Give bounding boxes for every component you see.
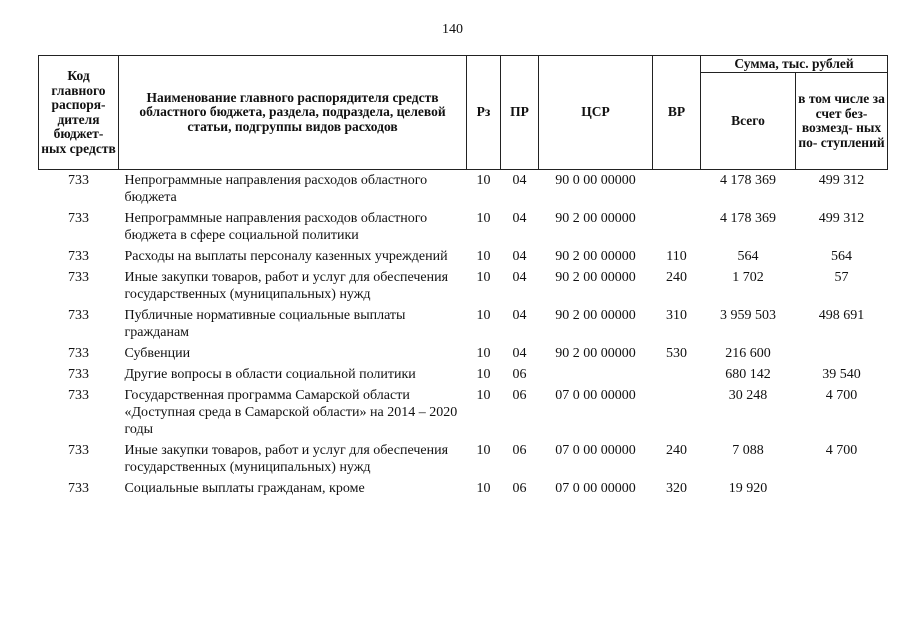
table-body — [39, 170, 888, 500]
cell-free — [796, 478, 888, 499]
cell-rz: 10 — [476, 173, 491, 188]
cell-csr: 90 2 00 00000 — [555, 346, 636, 361]
header-rz: Рз — [467, 56, 501, 170]
cell-vr: 320 — [666, 481, 687, 496]
header-vr: ВР — [653, 56, 701, 170]
cell-code: 733 — [68, 173, 89, 188]
cell-vr — [653, 170, 701, 209]
cell-name: Социальные выплаты гражданам, кроме — [124, 481, 365, 496]
cell-pr: 06 — [512, 443, 527, 458]
cell-code: 733 — [68, 443, 89, 458]
cell-total: 4 178 369 — [720, 173, 776, 188]
cell-total: 7 088 — [732, 443, 764, 458]
cell-total: 3 959 503 — [720, 308, 776, 323]
header-including: в том числе за счет без- возмезд- ных по- ступлений — [796, 73, 888, 170]
header-name: Наименование главного распорядителя средств областного бюджета, раздела, подраздела, целевой статьи, подгруппы видов расходов — [119, 56, 467, 170]
cell-total: 680 142 — [725, 367, 771, 382]
table-row — [39, 170, 888, 209]
cell-rz: 10 — [476, 346, 491, 361]
cell-pr: 06 — [512, 367, 527, 382]
cell-rz: 10 — [476, 249, 491, 264]
header-sum: Сумма, тыс. рублей — [701, 56, 888, 73]
cell-vr: 110 — [666, 249, 687, 264]
cell-free — [796, 343, 888, 364]
cell-code: 733 — [68, 249, 89, 264]
cell-csr: 07 0 00 00000 — [555, 388, 636, 403]
cell-csr: 90 2 00 00000 — [555, 308, 636, 323]
cell-vr: 240 — [666, 443, 687, 458]
cell-name: Непрограммные направления расходов областного бюджета в сфере социальной политики — [124, 211, 428, 243]
cell-vr: 310 — [666, 308, 687, 323]
cell-name: Публичные нормативные социальные выплаты гражданам — [124, 308, 406, 340]
cell-code: 733 — [68, 388, 89, 403]
cell-code: 733 — [68, 211, 89, 226]
cell-total: 1 702 — [732, 270, 764, 285]
table-row — [39, 478, 888, 499]
table-row — [39, 343, 888, 364]
cell-pr: 04 — [512, 270, 527, 285]
cell-free: 57 — [834, 270, 849, 285]
cell-pr: 04 — [512, 308, 527, 323]
cell-total: 564 — [737, 249, 759, 264]
cell-vr — [653, 364, 701, 385]
cell-rz: 10 — [476, 211, 491, 226]
cell-pr: 06 — [512, 388, 527, 403]
cell-free: 4 700 — [825, 443, 858, 458]
cell-name: Иные закупки товаров, работ и услуг для обеспечения государственных (муниципальных) нужд — [124, 270, 449, 302]
table-row — [39, 440, 888, 478]
cell-rz: 10 — [476, 481, 491, 496]
cell-pr: 04 — [512, 249, 527, 264]
cell-total: 4 178 369 — [720, 211, 776, 226]
cell-rz: 10 — [476, 270, 491, 285]
cell-name: Непрограммные направления расходов областного бюджета — [124, 173, 428, 205]
cell-free: 4 700 — [825, 388, 858, 403]
cell-name: Государственная программа Самарской области «Доступная среда в Самарской области» на 2014 – 2020 годы — [124, 388, 458, 437]
cell-free: 564 — [831, 249, 852, 264]
cell-pr: 04 — [512, 346, 527, 361]
cell-free: 499 312 — [818, 173, 865, 188]
cell-vr: 530 — [666, 346, 687, 361]
cell-rz: 10 — [476, 308, 491, 323]
cell-code: 733 — [68, 481, 89, 496]
cell-vr — [653, 385, 701, 440]
header-csr: ЦСР — [539, 56, 653, 170]
cell-rz: 10 — [476, 367, 491, 382]
cell-total: 216 600 — [725, 346, 771, 361]
cell-total: 19 920 — [728, 481, 768, 496]
cell-vr: 240 — [666, 270, 687, 285]
table-row — [39, 267, 888, 305]
cell-code: 733 — [68, 346, 89, 361]
cell-free: 498 691 — [818, 308, 865, 323]
budget-table — [38, 55, 888, 499]
table-row — [39, 208, 888, 246]
cell-name: Субвенции — [124, 346, 191, 361]
table-header — [39, 56, 888, 170]
cell-pr: 04 — [512, 211, 527, 226]
cell-rz: 10 — [476, 388, 491, 403]
header-pr: ПР — [501, 56, 539, 170]
cell-name: Другие вопросы в области социальной политики — [124, 367, 416, 382]
cell-csr: 90 2 00 00000 — [555, 270, 636, 285]
cell-free: 39 540 — [822, 367, 861, 382]
table-row — [39, 246, 888, 267]
cell-name: Иные закупки товаров, работ и услуг для обеспечения государственных (муниципальных) нужд — [124, 443, 449, 475]
header-total: Всего — [701, 73, 796, 170]
cell-code: 733 — [68, 308, 89, 323]
cell-pr: 04 — [512, 173, 527, 188]
cell-pr: 06 — [512, 481, 527, 496]
table-row — [39, 364, 888, 385]
cell-code: 733 — [68, 270, 89, 285]
cell-rz: 10 — [476, 443, 491, 458]
cell-csr — [539, 364, 653, 385]
cell-total: 30 248 — [728, 388, 768, 403]
cell-code: 733 — [68, 367, 89, 382]
cell-csr: 90 0 00 00000 — [555, 173, 636, 188]
header-code: Код главного распоря- дителя бюджет- ных средств — [39, 56, 119, 170]
table-row — [39, 385, 888, 440]
cell-vr — [653, 208, 701, 246]
cell-csr: 90 2 00 00000 — [555, 249, 636, 264]
cell-free: 499 312 — [818, 211, 865, 226]
page-number: 140 — [442, 22, 463, 37]
table-row — [39, 305, 888, 343]
cell-csr: 90 2 00 00000 — [555, 211, 636, 226]
cell-csr: 07 0 00 00000 — [555, 443, 636, 458]
cell-csr: 07 0 00 00000 — [555, 481, 636, 496]
cell-name: Расходы на выплаты персоналу казенных учреждений — [124, 249, 448, 264]
